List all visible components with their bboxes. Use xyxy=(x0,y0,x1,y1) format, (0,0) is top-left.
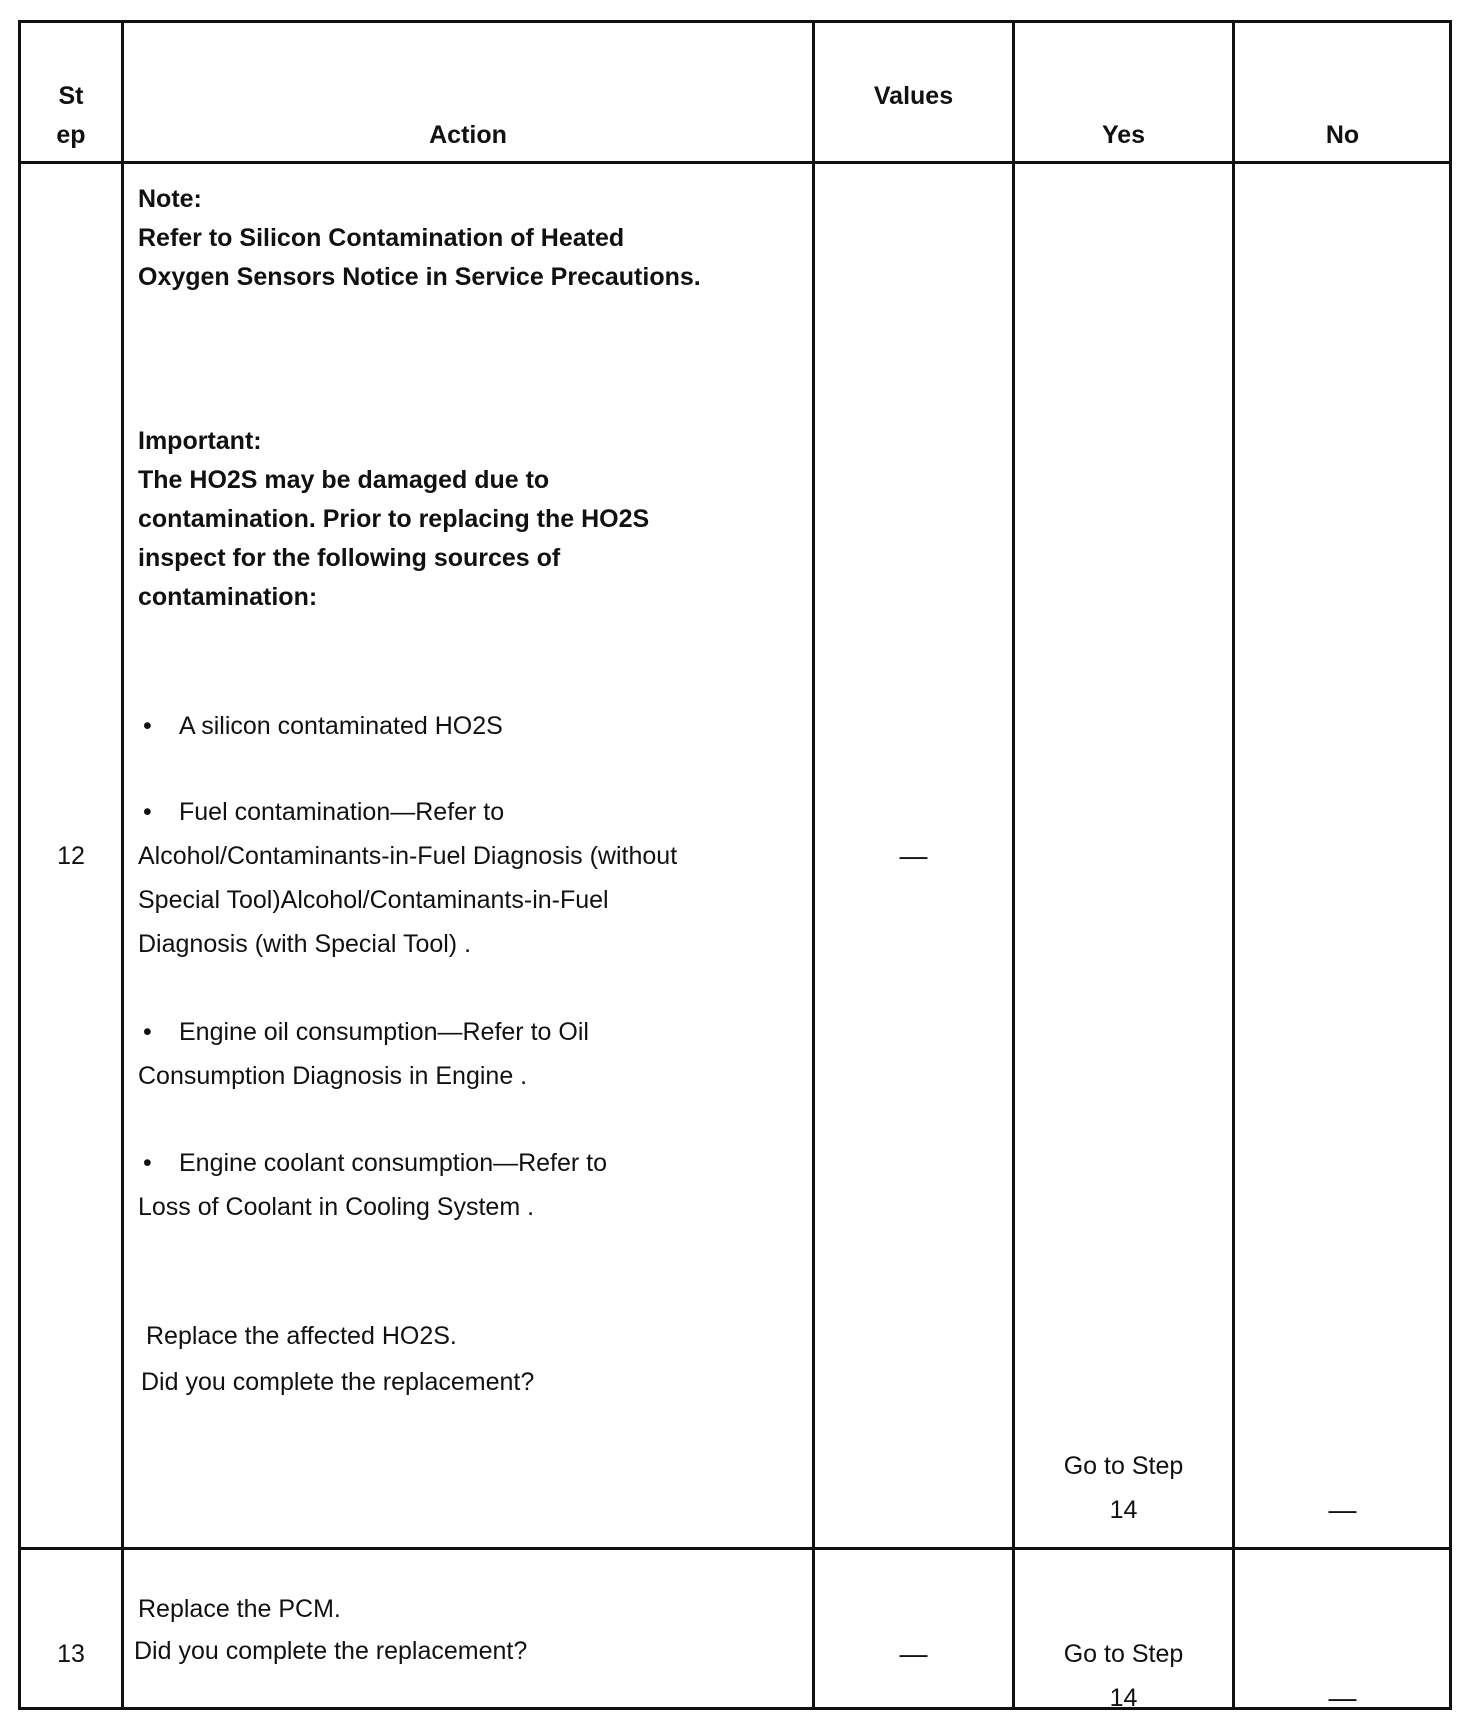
bullet-text: Engine oil consumption—Refer to Oil xyxy=(179,1018,589,1046)
bullet-icon: • xyxy=(143,1149,152,1177)
question-text: Did you complete the replacement? xyxy=(141,1368,535,1396)
bullet-icon: • xyxy=(143,798,152,826)
no-cell: — xyxy=(1328,1682,1357,1713)
bullet-text: Alcohol/Contaminants-in-Fuel Diagnosis (without xyxy=(138,842,678,870)
bullet-icon: • xyxy=(143,1018,152,1046)
header-action: Action xyxy=(429,121,507,149)
header-yes: Yes xyxy=(1101,121,1146,149)
header-step-line2: ep xyxy=(56,121,86,149)
note-text: Refer to Silicon Contamination of Heated xyxy=(138,224,625,252)
step-number: 12 xyxy=(57,842,85,870)
important-text: The HO2S may be damaged due to xyxy=(138,466,550,494)
bullet-text: Special Tool)Alcohol/Contaminants-in-Fuel xyxy=(138,886,609,914)
instruction-text: Replace the PCM. xyxy=(138,1595,341,1623)
important-text: contamination: xyxy=(138,583,318,611)
values-cell: — xyxy=(899,840,928,871)
row-divider xyxy=(21,1547,1449,1550)
bullet-text: Consumption Diagnosis in Engine . xyxy=(138,1062,528,1090)
bullet-text: Diagnosis (with Special Tool) . xyxy=(138,930,472,958)
procedure-table xyxy=(18,20,1452,1713)
header-no: No xyxy=(1325,121,1360,149)
header-step-line1: St xyxy=(58,82,84,110)
bullet-text: A silicon contaminated HO2S xyxy=(179,712,503,740)
bullet-text: Fuel contamination—Refer to xyxy=(179,798,505,826)
bullet-icon: • xyxy=(143,712,152,740)
bullet-text: Loss of Coolant in Cooling System . xyxy=(138,1193,535,1221)
column-divider xyxy=(121,23,124,1707)
note-label: Note: xyxy=(138,185,202,213)
question-text: Did you complete the replacement? xyxy=(134,1637,528,1665)
yes-cell: Go to Step xyxy=(1063,1640,1184,1668)
important-label: Important: xyxy=(138,427,262,455)
header-values: Values xyxy=(873,82,954,110)
step-number: 13 xyxy=(57,1640,85,1668)
important-text: contamination. Prior to replacing the HO2S xyxy=(138,505,650,533)
important-text: inspect for the following sources of xyxy=(138,544,561,572)
note-text: Oxygen Sensors Notice in Service Precautions. xyxy=(138,263,701,291)
bullet-text: Engine coolant consumption—Refer to xyxy=(179,1149,608,1177)
no-cell: — xyxy=(1328,1494,1357,1525)
column-divider xyxy=(1232,23,1235,1707)
row-divider xyxy=(21,161,1449,164)
yes-cell: 14 xyxy=(1109,1684,1138,1712)
yes-cell: Go to Step xyxy=(1063,1452,1184,1480)
instruction-text: Replace the affected HO2S. xyxy=(146,1322,457,1350)
values-cell: — xyxy=(899,1638,928,1669)
yes-cell: 14 xyxy=(1109,1496,1138,1524)
